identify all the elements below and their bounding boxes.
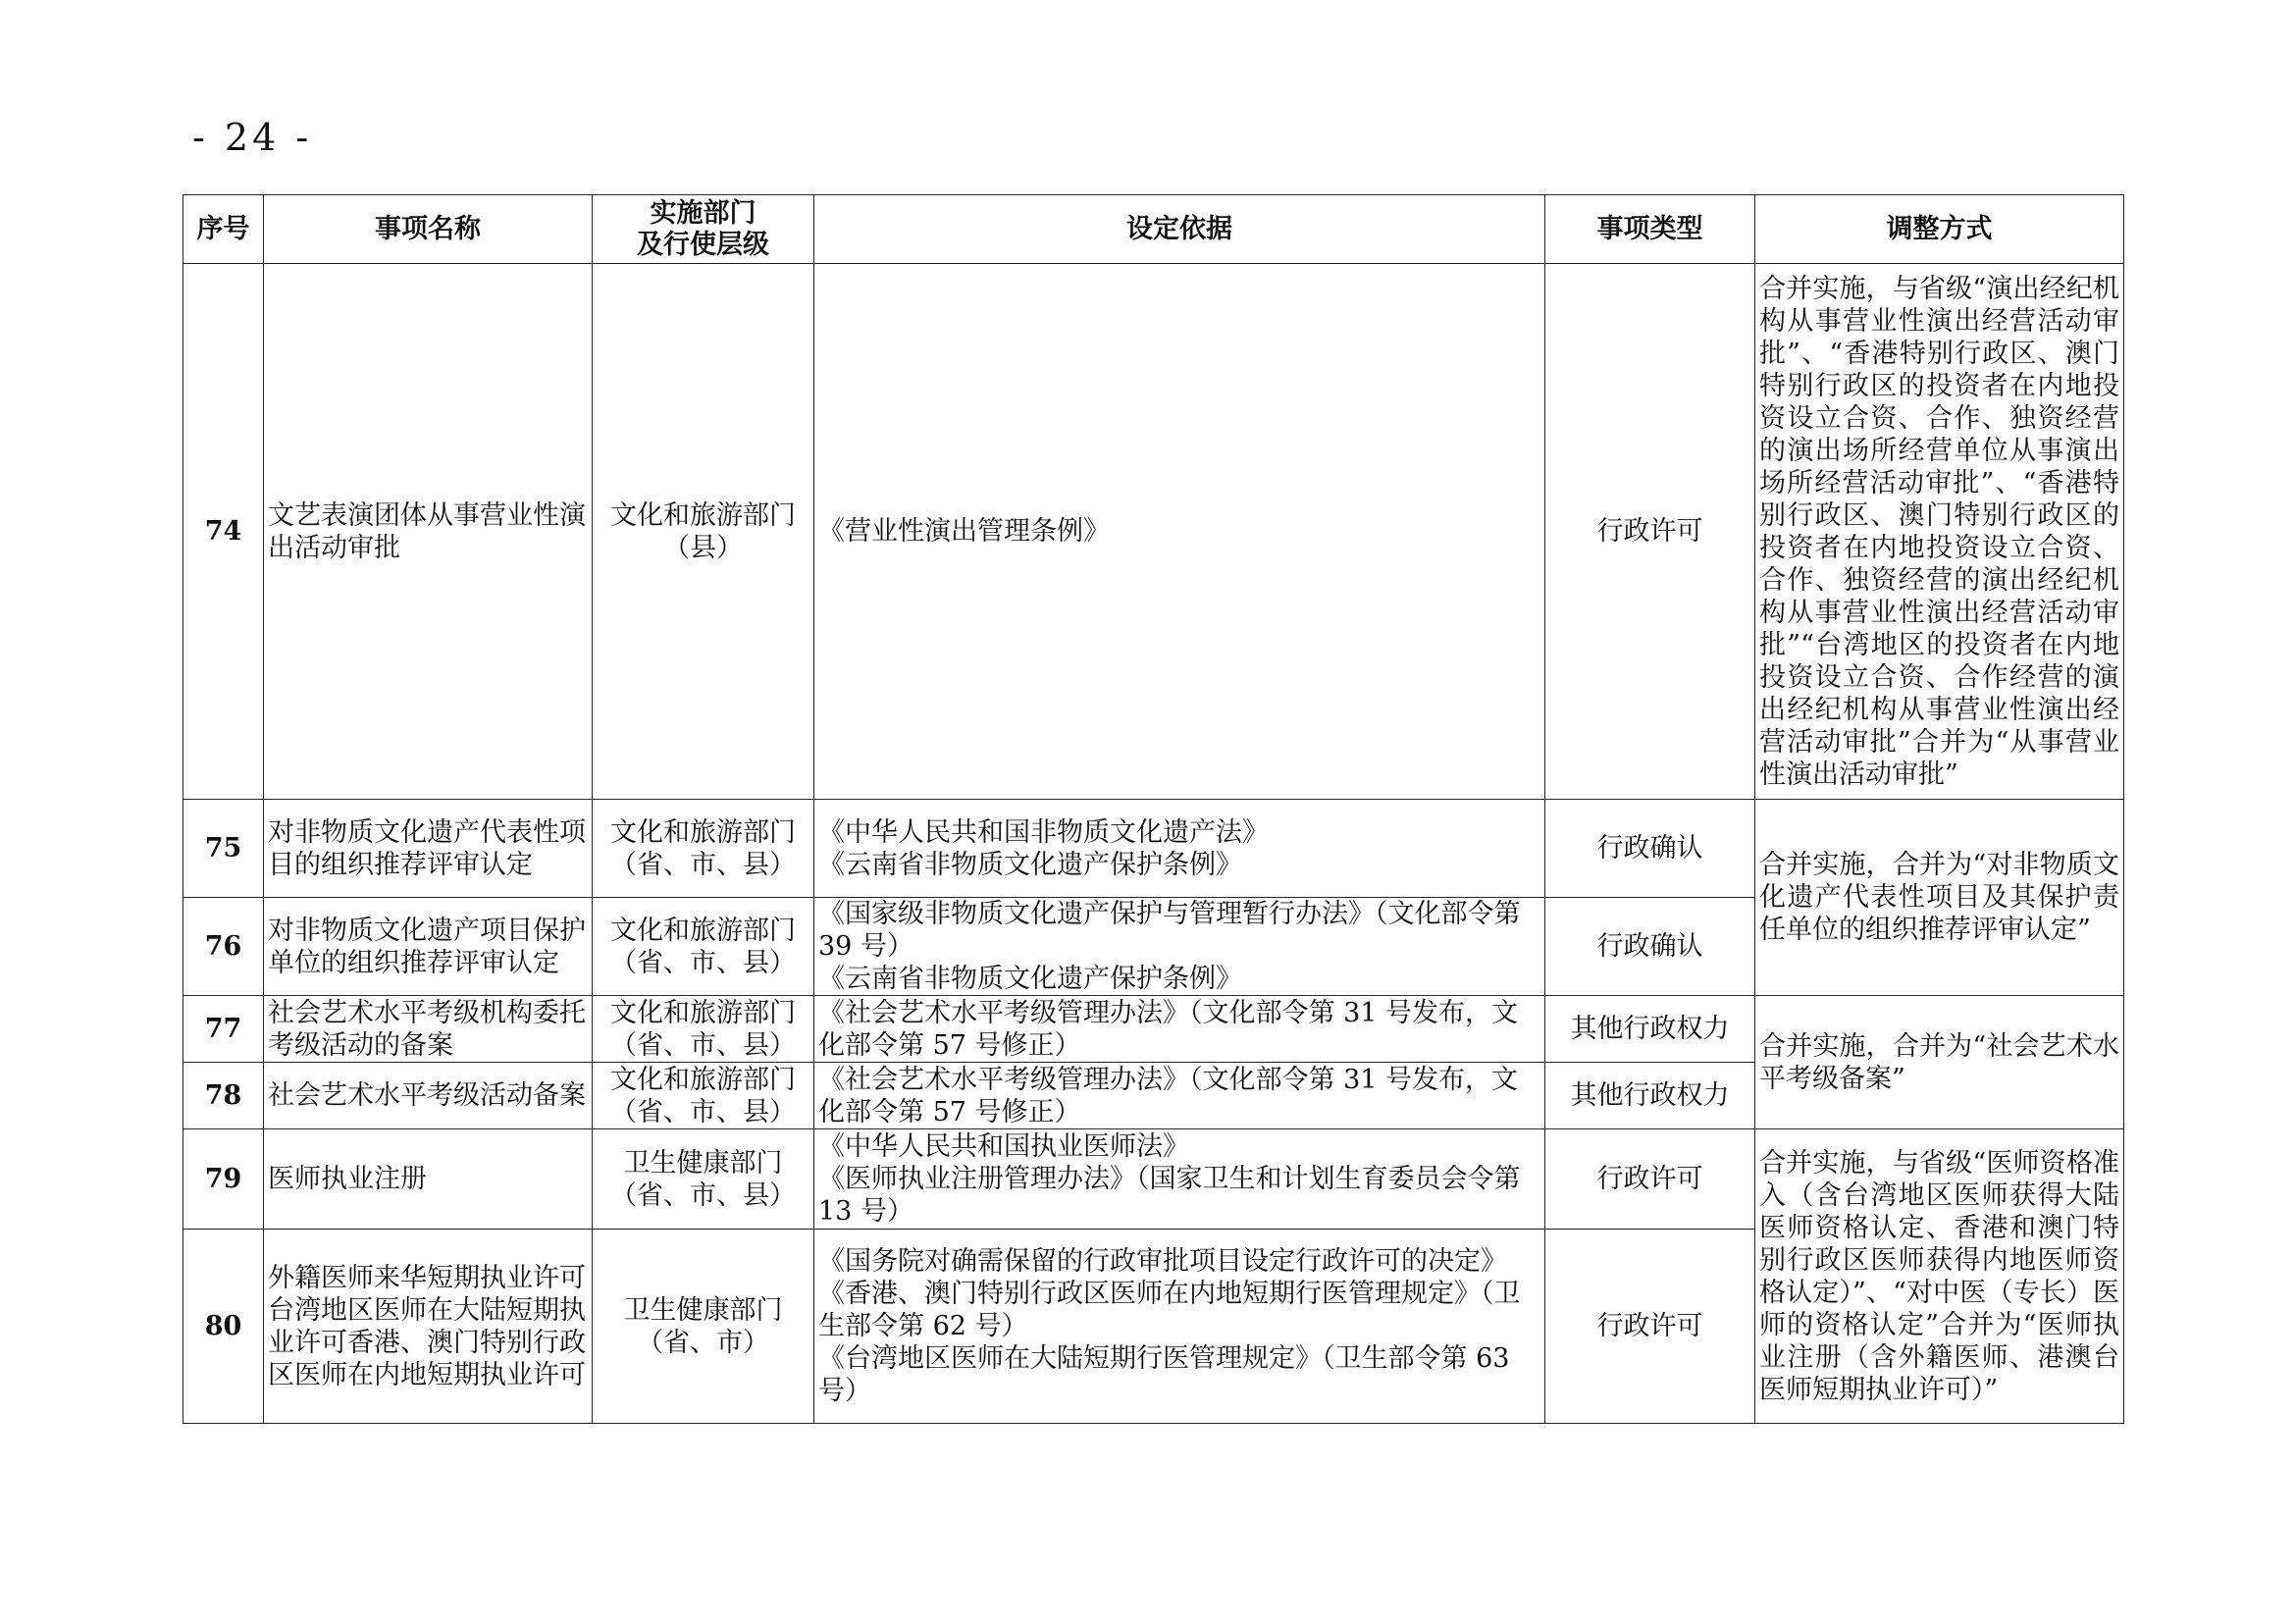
legal-basis	[814, 1063, 1545, 1129]
basis-line: 《台湾地区医师在大陆短期行医管理规定》（卫生部令第 63 号）	[818, 1343, 1510, 1406]
basis-line: 《国家级非物质文化遗产保护与管理暂行办法》（文化部令第 39 号）	[818, 899, 1521, 962]
table-header-row	[183, 195, 2124, 264]
item-name: 文艺表演团体从事营业性演出活动审批	[264, 264, 593, 800]
legal-basis	[814, 996, 1545, 1063]
department-name: 文化和旅游部门	[610, 997, 796, 1028]
basis-line: 《云南省非物质文化遗产保护条例》	[818, 849, 1242, 880]
legal-basis	[814, 264, 1545, 800]
department-level: （县）	[663, 532, 743, 563]
item-name: 社会艺术水平考级机构委托考级活动的备案	[264, 996, 593, 1063]
header-no: 序号	[183, 195, 264, 264]
header-dept-line1: 实施部门	[650, 197, 756, 229]
department-name: 文化和旅游部门	[610, 816, 796, 848]
department-name: 文化和旅游部门	[610, 1064, 796, 1095]
item-type: 其他行政权力	[1545, 996, 1755, 1063]
department	[593, 800, 814, 898]
legal-basis	[814, 1129, 1545, 1230]
basis-line: 《香港、澳门特别行政区医师在内地短期行医管理规定》（卫生部令第 62 号）	[818, 1279, 1521, 1341]
table-row	[183, 996, 2124, 1063]
items-table	[183, 194, 2124, 1424]
department	[593, 996, 814, 1063]
table-row	[183, 800, 2124, 898]
basis-line: 《营业性演出管理条例》	[818, 516, 1110, 547]
basis-line: 《社会艺术水平考级管理办法》（文化部令第 31 号发布，文化部令第 57 号修正）	[818, 997, 1519, 1061]
item-type: 行政许可	[1545, 1230, 1755, 1424]
legal-basis	[814, 800, 1545, 898]
basis-line: 《社会艺术水平考级管理办法》（文化部令第 31 号发布，文化部令第 57 号修正）	[818, 1064, 1519, 1127]
basis-line: 《中华人民共和国执业医师法》	[818, 1131, 1189, 1162]
department	[593, 898, 814, 996]
department	[593, 1230, 814, 1424]
department-name: 文化和旅游部门	[610, 915, 796, 946]
row-number: 76	[183, 898, 264, 996]
department-level: （省、市、县）	[610, 1179, 796, 1211]
header-type: 事项类型	[1545, 195, 1755, 264]
department-name: 卫生健康部门	[623, 1147, 783, 1179]
item-name: 医师执业注册	[264, 1129, 593, 1230]
item-name: 外籍医师来华短期执业许可台湾地区医师在大陆短期执业许可香港、澳门特别行政区医师在内地短期执业许可	[264, 1230, 593, 1424]
row-number: 78	[183, 1063, 264, 1129]
item-type: 行政确认	[1545, 800, 1755, 898]
item-name: 对非物质文化遗产项目保护单位的组织推荐评审认定	[264, 898, 593, 996]
header-dept-line2: 及行使层级	[637, 229, 769, 260]
row-number: 74	[183, 264, 264, 800]
item-name: 对非物质文化遗产代表性项目的组织推荐评审认定	[264, 800, 593, 898]
row-number: 80	[183, 1230, 264, 1424]
header-adjustment: 调整方式	[1755, 195, 2124, 264]
table-row	[183, 1129, 2124, 1230]
adjustment-method: 合并实施，与省级“医师资格准入（含台湾地区医师获得大陆医师资格认定、香港和澳门特别行政区医师获得内地医师资格认定）”、“对中医（专长）医师的资格认定”合并为“医师执业注册（含外籍医师、港澳台医师短期执业许可）”	[1755, 1129, 2124, 1424]
row-number: 77	[183, 996, 264, 1063]
item-type: 行政许可	[1545, 1129, 1755, 1230]
department	[593, 1063, 814, 1129]
department-name: 卫生健康部门	[623, 1294, 783, 1326]
table-row	[183, 264, 2124, 800]
header-basis: 设定依据	[814, 195, 1545, 264]
legal-basis	[814, 1230, 1545, 1424]
department	[593, 264, 814, 800]
row-number: 79	[183, 1129, 264, 1230]
legal-basis	[814, 898, 1545, 996]
department-level: （省、市、县）	[610, 947, 796, 978]
row-number: 75	[183, 800, 264, 898]
basis-line: 《国务院对确需保留的行政审批项目设定行政许可的决定》	[818, 1246, 1507, 1277]
item-name: 社会艺术水平考级活动备案	[264, 1063, 593, 1129]
page-number: - 24 -	[192, 116, 313, 159]
item-type: 行政确认	[1545, 898, 1755, 996]
adjustment-method: 合并实施，合并为“对非物质文化遗产代表性项目及其保护责任单位的组织推荐评审认定”	[1755, 800, 2124, 996]
header-dept	[593, 195, 814, 264]
department-level: （省、市、县）	[610, 1096, 796, 1127]
header-name: 事项名称	[264, 195, 593, 264]
basis-line: 《医师执业注册管理办法》（国家卫生和计划生育委员会令第 13 号）	[818, 1164, 1521, 1227]
department-level: （省、市）	[637, 1327, 769, 1358]
basis-line: 《云南省非物质文化遗产保护条例》	[818, 964, 1242, 994]
adjustment-method: 合并实施，与省级“演出经纪机构从事营业性演出经营活动审批”、“香港特别行政区、澳门特别行政区的投资者在内地投资设立合资、合作、独资经营的演出场所经营单位从事演出场所经营活动审批”、“香港特别行政区、澳门特别行政区的投资者在内地投资设立合资、合作、独资经营的演出经纪机构从事营业性演出经营活动审批”“台湾地区的投资者在内地投资设立合资、合作经营的演出经纪机构从事营业性演出经营活动审批”合并为“从事营业性演出活动审批”	[1755, 264, 2124, 800]
adjustment-method: 合并实施，合并为“社会艺术水平考级备案”	[1755, 996, 2124, 1129]
department	[593, 1129, 814, 1230]
department-level: （省、市、县）	[610, 849, 796, 880]
item-type: 其他行政权力	[1545, 1063, 1755, 1129]
item-type: 行政许可	[1545, 264, 1755, 800]
department-level: （省、市、县）	[610, 1029, 796, 1061]
department-name: 文化和旅游部门	[610, 499, 796, 531]
basis-line: 《中华人民共和国非物质文化遗产法》	[818, 816, 1269, 848]
